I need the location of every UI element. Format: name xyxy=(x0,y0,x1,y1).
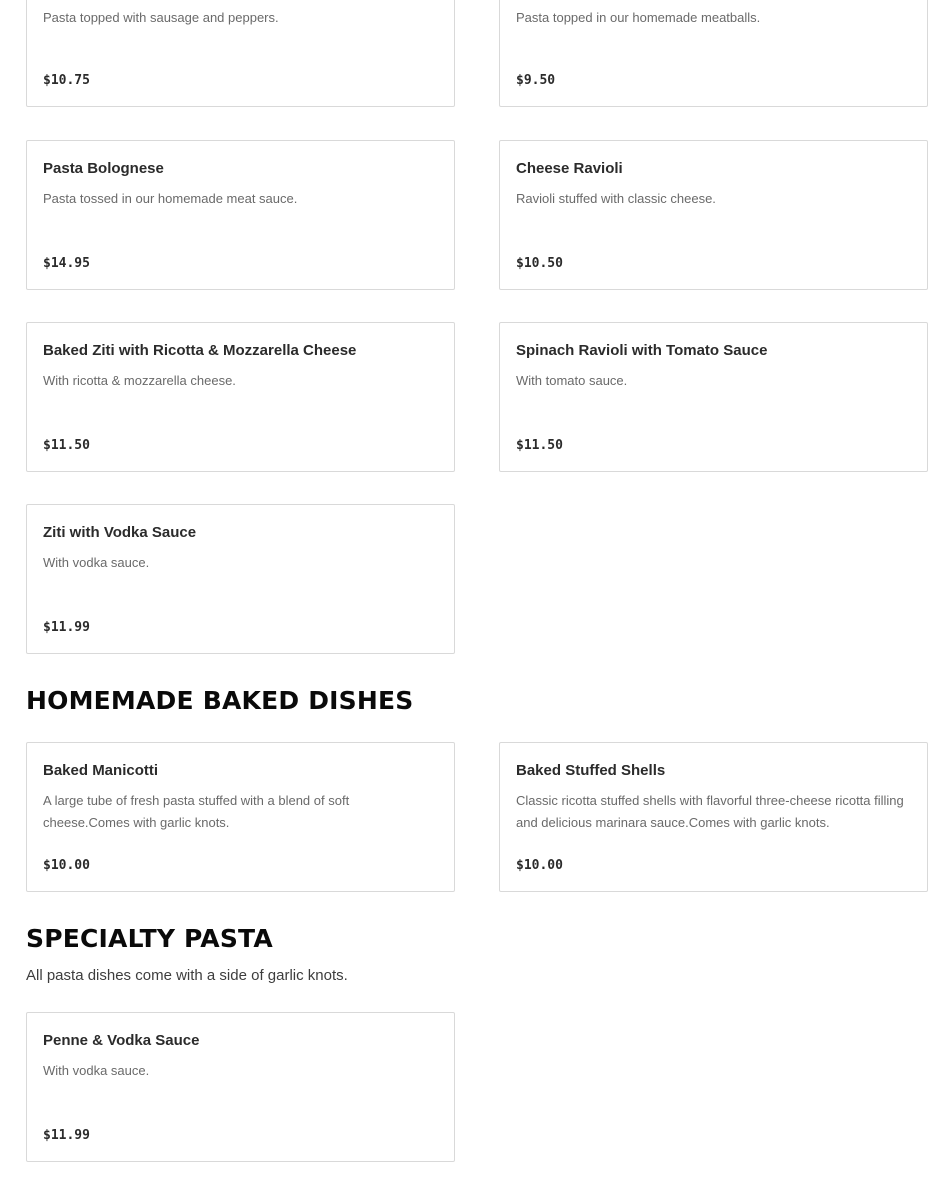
menu-item-name: Cheese Ravioli xyxy=(516,160,623,177)
menu-item-description: With vodka sauce. xyxy=(43,555,150,570)
menu-item-name: Pasta Bolognese xyxy=(43,160,164,177)
menu-item-description: A large tube of fresh pasta stuffed with a blend of soft cheese.Comes with garlic knots. xyxy=(43,793,350,830)
menu-item-description: With vodka sauce. xyxy=(43,1063,150,1078)
menu-item-card[interactable] xyxy=(499,140,928,290)
menu-item-price: $10.00 xyxy=(43,858,90,873)
menu-item-card[interactable] xyxy=(499,742,928,892)
section-title-baked-dishes: HOMEMADE BAKED DISHES xyxy=(26,686,414,715)
menu-item-description: Pasta topped with sausage and peppers. xyxy=(43,10,279,25)
menu-item-description: Pasta tossed in our homemade meat sauce. xyxy=(43,191,298,206)
menu-item-card[interactable] xyxy=(26,0,455,107)
menu-item-price: $11.50 xyxy=(516,438,563,453)
menu-item-card[interactable] xyxy=(26,504,455,654)
menu-item-name: Spinach Ravioli with Tomato Sauce xyxy=(516,342,768,359)
menu-item-description: With tomato sauce. xyxy=(516,373,628,388)
menu-item-card[interactable] xyxy=(26,322,455,472)
menu-item-price: $11.99 xyxy=(43,620,90,635)
menu-item-price: $11.50 xyxy=(43,438,90,453)
menu-item-price: $10.75 xyxy=(43,73,90,88)
menu-item-description: With ricotta & mozzarella cheese. xyxy=(43,373,236,388)
menu-item-card[interactable] xyxy=(26,742,455,892)
menu-item-price: $10.00 xyxy=(516,858,563,873)
menu-item-name: Baked Stuffed Shells xyxy=(516,762,666,779)
menu-item-description: Classic ricotta stuffed shells with flavorful three-cheese ricotta filling and delicious marinara sauce.Comes with garlic knots. xyxy=(516,793,904,830)
menu-item-price: $10.50 xyxy=(516,256,563,271)
section-note: All pasta dishes come with a side of garlic knots. xyxy=(26,967,348,984)
menu-item-price: $14.95 xyxy=(43,256,90,271)
menu-item-card[interactable] xyxy=(26,140,455,290)
menu-item-name: Baked Manicotti xyxy=(43,762,159,779)
menu-item-card[interactable] xyxy=(26,1012,455,1162)
menu-item-price: $11.99 xyxy=(43,1128,90,1143)
menu-item-card[interactable] xyxy=(499,322,928,472)
menu-item-price: $9.50 xyxy=(516,73,556,88)
section-title-specialty-pasta: SPECIALTY PASTA xyxy=(26,924,273,953)
menu-item-name: Penne & Vodka Sauce xyxy=(43,1032,200,1049)
menu-item-card[interactable] xyxy=(499,0,928,107)
menu-item-description: Ravioli stuffed with classic cheese. xyxy=(516,191,716,206)
menu-item-name: Baked Ziti with Ricotta & Mozzarella Cheese xyxy=(43,342,357,359)
menu-item-description: Pasta topped in our homemade meatballs. xyxy=(516,10,761,25)
menu-item-name: Ziti with Vodka Sauce xyxy=(43,524,197,541)
